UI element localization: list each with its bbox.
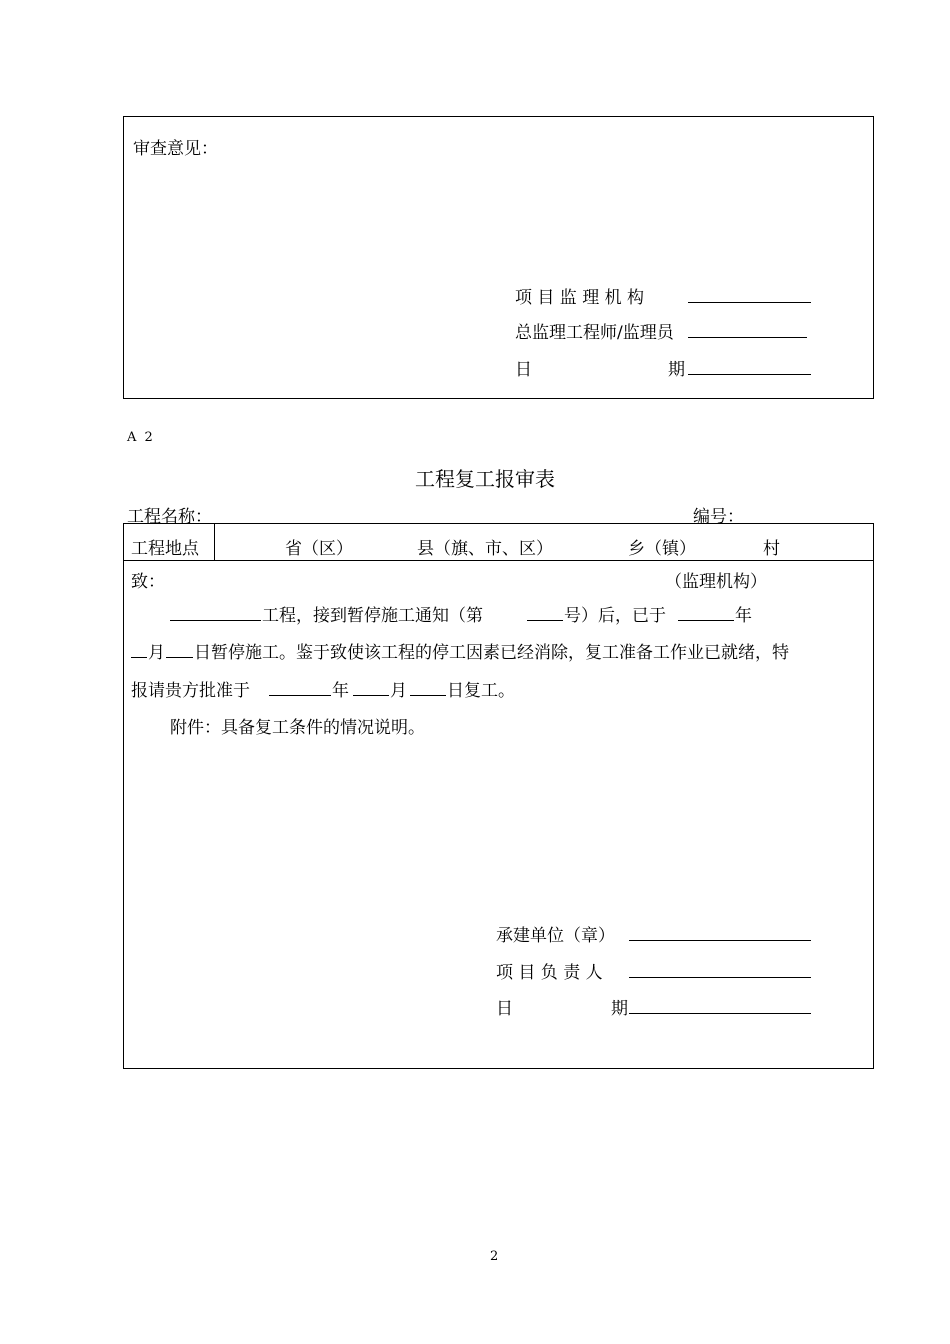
to-org-label: （监理机构）: [665, 572, 767, 592]
body-line3-c: 月: [390, 681, 407, 701]
contractor-label: 承建单位（章）: [496, 926, 615, 946]
body-line1-a: 工程，接到暂停施工通知（第: [262, 606, 483, 626]
page-number: 2: [490, 1249, 499, 1264]
review-date-label-qi: 期: [668, 360, 685, 380]
stop-year-blank[interactable]: [678, 602, 734, 621]
stop-month-blank[interactable]: [131, 639, 147, 658]
project-manager-label: 项 目 负 责 人: [496, 963, 603, 983]
supervision-org-label: 项 目 监 理 机 构: [515, 288, 645, 308]
village-label: 村: [763, 539, 780, 559]
location-label: 工程地点: [131, 539, 199, 559]
township-label: 乡（镇）: [628, 539, 696, 559]
resume-day-blank[interactable]: [410, 677, 446, 696]
review-label: 审查意见：: [133, 139, 218, 159]
body-line1-c: 年: [735, 606, 752, 626]
project-blank[interactable]: [170, 602, 261, 621]
review-date-label-ri: 日: [515, 360, 532, 380]
body-line3-a: 报请贵方批准于: [131, 681, 250, 701]
project-name-label: 工程名称：: [127, 507, 212, 527]
body-line2-a: 月: [148, 643, 165, 663]
resume-year-blank[interactable]: [269, 677, 331, 696]
location-cell-divider: [214, 523, 215, 561]
form-title: 工程复工报审表: [415, 467, 555, 491]
chief-engineer-field[interactable]: [688, 319, 807, 338]
body-line2-b: 日暂停施工。鉴于致使该工程的停工因素已经消除，复工准备工作业已就绪，特: [194, 643, 789, 663]
county-label: 县（旗、市、区）: [417, 539, 553, 559]
sign-date-field[interactable]: [629, 995, 811, 1014]
body-line1-b: 号）后，已于: [564, 606, 666, 626]
resume-month-blank[interactable]: [353, 677, 389, 696]
province-label: 省（区）: [285, 539, 353, 559]
stop-day-blank[interactable]: [166, 639, 193, 658]
contractor-field[interactable]: [629, 922, 811, 941]
supervision-org-field[interactable]: [688, 284, 811, 303]
sign-date-label-ri: 日: [496, 999, 513, 1019]
body-line3-b: 年: [332, 681, 349, 701]
chief-engineer-label: 总监理工程师/监理员: [515, 323, 674, 343]
attachment-note: 附件：具备复工条件的情况说明。: [170, 718, 425, 738]
to-label: 致：: [131, 572, 165, 592]
form-code: A 2: [127, 430, 155, 445]
notice-number-blank[interactable]: [527, 602, 563, 621]
number-label: 编号：: [693, 507, 744, 527]
location-row-divider: [123, 560, 874, 561]
sign-date-label-qi: 期: [611, 999, 628, 1019]
project-manager-field[interactable]: [629, 959, 811, 978]
body-line3-d: 日复工。: [447, 681, 515, 701]
review-date-field[interactable]: [688, 356, 811, 375]
